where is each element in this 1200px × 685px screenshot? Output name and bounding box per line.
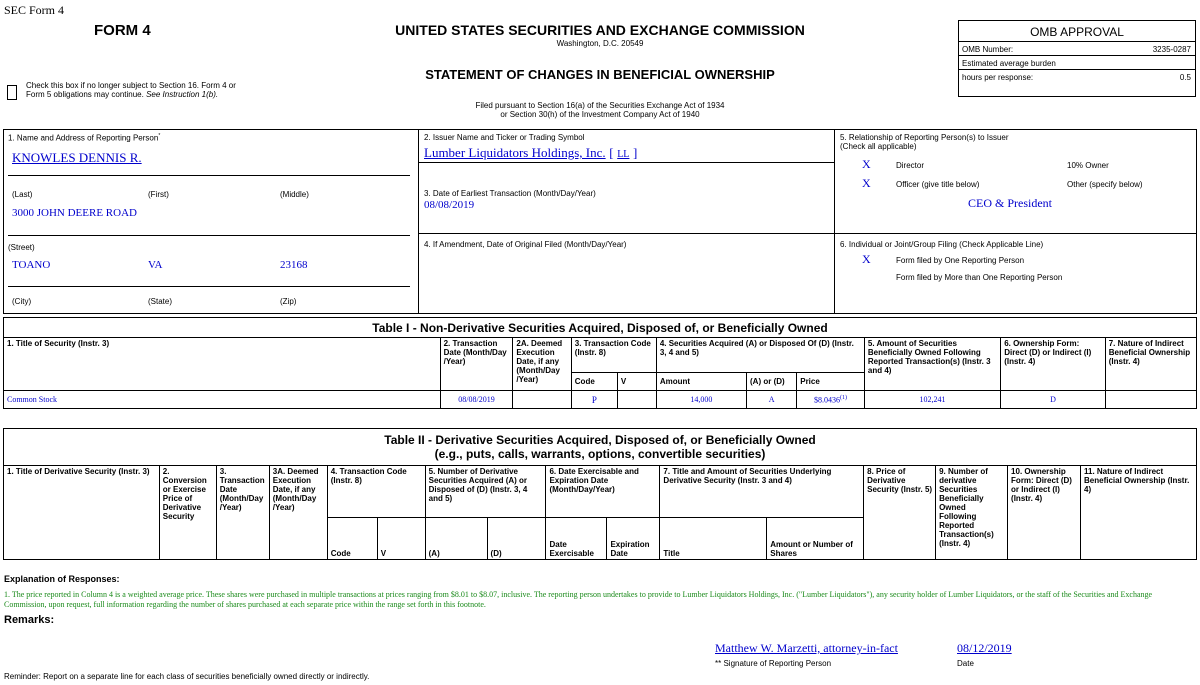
t1-h-aord: (A) or (D) <box>747 373 797 391</box>
reminder-text: Reminder: Report on a separate line for each class of securities beneficially owned directly or indirectly. <box>4 672 370 681</box>
earliest-transaction-date: 08/08/2019 <box>424 199 475 211</box>
t1-amount: 14,000 <box>656 391 746 409</box>
table-ii-subtitle: (e.g., puts, calls, warrants, options, convertible securities) <box>434 447 766 461</box>
first-label: (First) <box>148 190 169 199</box>
box5-label: 5. Relationship of Reporting Person(s) to Issuer <box>840 133 1009 142</box>
t1-h-code-sub: Code <box>571 373 617 391</box>
commission-city: Washington, D.C. 20549 <box>556 39 644 48</box>
omb-title: OMB APPROVAL <box>959 21 1195 42</box>
box4-label: 4. If Amendment, Date of Original Filed (Month/Day/Year) <box>424 240 627 249</box>
t2-h-deemed: 3A. Deemed Execution Date, if any (Month/Day /Year) <box>269 466 327 560</box>
box3-label: 3. Date of Earliest Transaction (Month/Day/Year) <box>424 189 596 198</box>
t2-h-number: 5. Number of Derivative Securities Acquired (A) or Disposed of (D) (Instr. 3, 4 and 5) <box>425 466 546 518</box>
date-label: Date <box>957 659 974 668</box>
remarks-label: Remarks: <box>4 614 55 626</box>
t1-h-deemed: 2A. Deemed Execution Date, if any (Month/Day /Year) <box>513 338 571 391</box>
omb-approval-box <box>958 20 1196 97</box>
box5-sub: (Check all applicable) <box>840 142 917 151</box>
t1-h-code: 3. Transaction Code (Instr. 8) <box>571 338 656 373</box>
owner10-label: 10% Owner <box>1067 161 1109 170</box>
omb-number-label: OMB Number: <box>962 45 1014 54</box>
signature-label: ** Signature of Reporting Person <box>715 659 832 668</box>
t1-h-date: 2. Transaction Date (Month/Day /Year) <box>440 338 513 391</box>
t1-h-v: V <box>617 373 656 391</box>
officer-label: Officer (give title below) <box>896 180 980 189</box>
state-label: (State) <box>148 297 173 306</box>
t2-h-v: V <box>377 518 425 560</box>
other-label: Other (specify below) <box>1067 180 1143 189</box>
more-person-label: Form filed by More than One Reporting Person <box>896 273 1063 282</box>
state-value: VA <box>148 259 163 271</box>
t2-h-code-sub: Code <box>327 518 377 560</box>
form-title: FORM 4 <box>94 22 151 39</box>
t2-h-expiration: Expiration Date <box>607 518 660 560</box>
filed-pursuant-2: or Section 30(h) of the Investment Company Act of 1940 <box>500 110 700 119</box>
section16-text: Check this box if no longer subject to Section 16. Form 4 or Form 5 obligations may continue. See Instruction 1(b). <box>26 81 236 99</box>
t1-h-nature: 7. Nature of Indirect Beneficial Ownership (Instr. 4) <box>1105 338 1196 391</box>
t1-h-owned: 5. Amount of Securities Beneficially Owned Following Reported Transaction(s) (Instr. 3 and 4) <box>864 338 1000 391</box>
box1-label: 1. Name and Address of Reporting Person* <box>8 133 161 143</box>
t1-v <box>617 391 656 409</box>
t2-h-date: 3. Transaction Date (Month/Day /Year) <box>216 466 269 560</box>
t2-h-underlying-amount: Amount or Number of Shares <box>767 518 864 560</box>
t1-price: $8.0436 <box>814 395 841 405</box>
footnote-1: 1. The price reported in Column 4 is a weighted average price. These shares were purchased in multiple transactions at prices ranging from $8.01 to $8.07, inclusive. The reporting person undertakes to provide to Lumber Liquidators Holdings, Inc. ("Lumber Liquidators"), any security holder of Lumber Liquidators, or the staff of the Securities and Exchange Commission, upon request, full information regarding the number of shares purchased at each separate price within the range set forth in this footnote. <box>4 590 1153 609</box>
t1-owned: 102,241 <box>864 391 1000 409</box>
t2-h-conversion: 2. Conversion or Exercise Price of Derivative Security <box>159 466 216 560</box>
box6-label: 6. Individual or Joint/Group Filing (Check Applicable Line) <box>840 240 1044 249</box>
box2-label: 2. Issuer Name and Ticker or Trading Symbol <box>424 133 585 142</box>
table-i-title: Table I - Non-Derivative Securities Acquired, Disposed of, or Beneficially Owned <box>4 318 1197 338</box>
t1-transaction-date: 08/08/2019 <box>440 391 513 409</box>
t1-price-footnote: (1) <box>840 394 848 401</box>
filed-pursuant-1: Filed pursuant to Section 16(a) of the Securities Exchange Act of 1934 <box>475 101 725 110</box>
t1-nature <box>1105 391 1196 409</box>
sec-form-label: SEC Form 4 <box>4 3 65 17</box>
explanation-label: Explanation of Responses: <box>4 574 120 584</box>
officer-title: CEO & President <box>968 196 1052 210</box>
last-label: (Last) <box>12 190 33 199</box>
city-value: TOANO <box>12 259 51 271</box>
t2-h-title: 1. Title of Derivative Security (Instr. 3) <box>4 466 160 560</box>
issuer-name-link[interactable]: Lumber Liquidators Holdings, Inc. <box>424 145 606 160</box>
t1-deemed-date <box>513 391 571 409</box>
t1-security-title: Common Stock <box>4 391 441 409</box>
t2-h-date-exercisable: Date Exercisable <box>546 518 607 560</box>
t2-h-a: (A) <box>425 518 487 560</box>
statement-title: STATEMENT OF CHANGES IN BENEFICIAL OWNERSHIP <box>425 67 775 82</box>
t1-h-amount: Amount <box>656 373 746 391</box>
table-ii <box>3 428 1197 560</box>
t1-form: D <box>1001 391 1106 409</box>
table-ii-title: Table II - Derivative Securities Acquired, Disposed of, or Beneficially Owned <box>384 433 816 447</box>
t2-h-underlying: 7. Title and Amount of Securities Underlying Derivative Security (Instr. 3 and 4) <box>660 466 864 518</box>
t1-h-acquired: 4. Securities Acquired (A) or Disposed Of (D) (Instr. 3, 4 and 5) <box>656 338 864 373</box>
t2-h-derivative-owned: 9. Number of derivative Securities Beneficially Owned Following Reported Transaction(s) (Instr. 4) <box>936 466 1008 560</box>
table-i <box>3 317 1197 409</box>
t1-h-title: 1. Title of Security (Instr. 3) <box>4 338 441 391</box>
commission-title: UNITED STATES SECURITIES AND EXCHANGE COMMISSION <box>395 22 805 38</box>
t2-h-price: 8. Price of Derivative Security (Instr. 5) <box>864 466 936 560</box>
omb-hours: 0.5 <box>1179 73 1191 82</box>
omb-number: 3235-0287 <box>1152 45 1191 54</box>
t2-h-d: (D) <box>487 518 546 560</box>
t1-aord: A <box>747 391 797 409</box>
issuer-row: Lumber Liquidators Holdings, Inc. [ LL ] <box>424 145 638 160</box>
t1-h-form: 6. Ownership Form: Direct (D) or Indirect (I) (Instr. 4) <box>1001 338 1106 391</box>
table-row <box>4 391 1197 409</box>
t1-h-price: Price <box>797 373 865 391</box>
zip-value: 23168 <box>280 259 308 271</box>
zip-label: (Zip) <box>280 297 297 306</box>
street-label: (Street) <box>8 243 35 252</box>
street-value: 3000 JOHN DEERE ROAD <box>12 207 137 219</box>
signature-link[interactable]: Matthew W. Marzetti, attorney-in-fact <box>715 641 898 655</box>
director-x[interactable]: X <box>862 157 871 171</box>
t1-price-cell <box>797 391 865 409</box>
section16-checkbox[interactable] <box>7 85 17 102</box>
t2-h-exercisable: 6. Date Exercisable and Expiration Date (Month/Day/Year) <box>546 466 660 518</box>
table-ii-title-cell <box>4 429 1197 466</box>
city-label: (City) <box>12 297 32 306</box>
t2-h-nature: 11. Nature of Indirect Beneficial Ownership (Instr. 4) <box>1081 466 1197 560</box>
one-person-label: Form filed by One Reporting Person <box>896 256 1025 265</box>
one-person-x[interactable]: X <box>862 252 871 266</box>
omb-hours-label: hours per response: <box>962 73 1034 82</box>
reporting-person-name-link[interactable]: KNOWLES DENNIS R. <box>12 150 142 165</box>
middle-label: (Middle) <box>280 190 309 199</box>
omb-burden-label: Estimated average burden <box>962 59 1056 68</box>
director-label: Director <box>896 161 925 170</box>
t1-code: P <box>571 391 617 409</box>
ticker-link[interactable]: LL <box>617 149 630 160</box>
signature-date[interactable]: 08/12/2019 <box>957 641 1012 655</box>
t2-h-underlying-title: Title <box>660 518 767 560</box>
t2-h-code: 4. Transaction Code (Instr. 8) <box>327 466 425 518</box>
t2-h-form: 10. Ownership Form: Direct (D) or Indirect (I) (Instr. 4) <box>1008 466 1081 560</box>
officer-x[interactable]: X <box>862 176 871 190</box>
